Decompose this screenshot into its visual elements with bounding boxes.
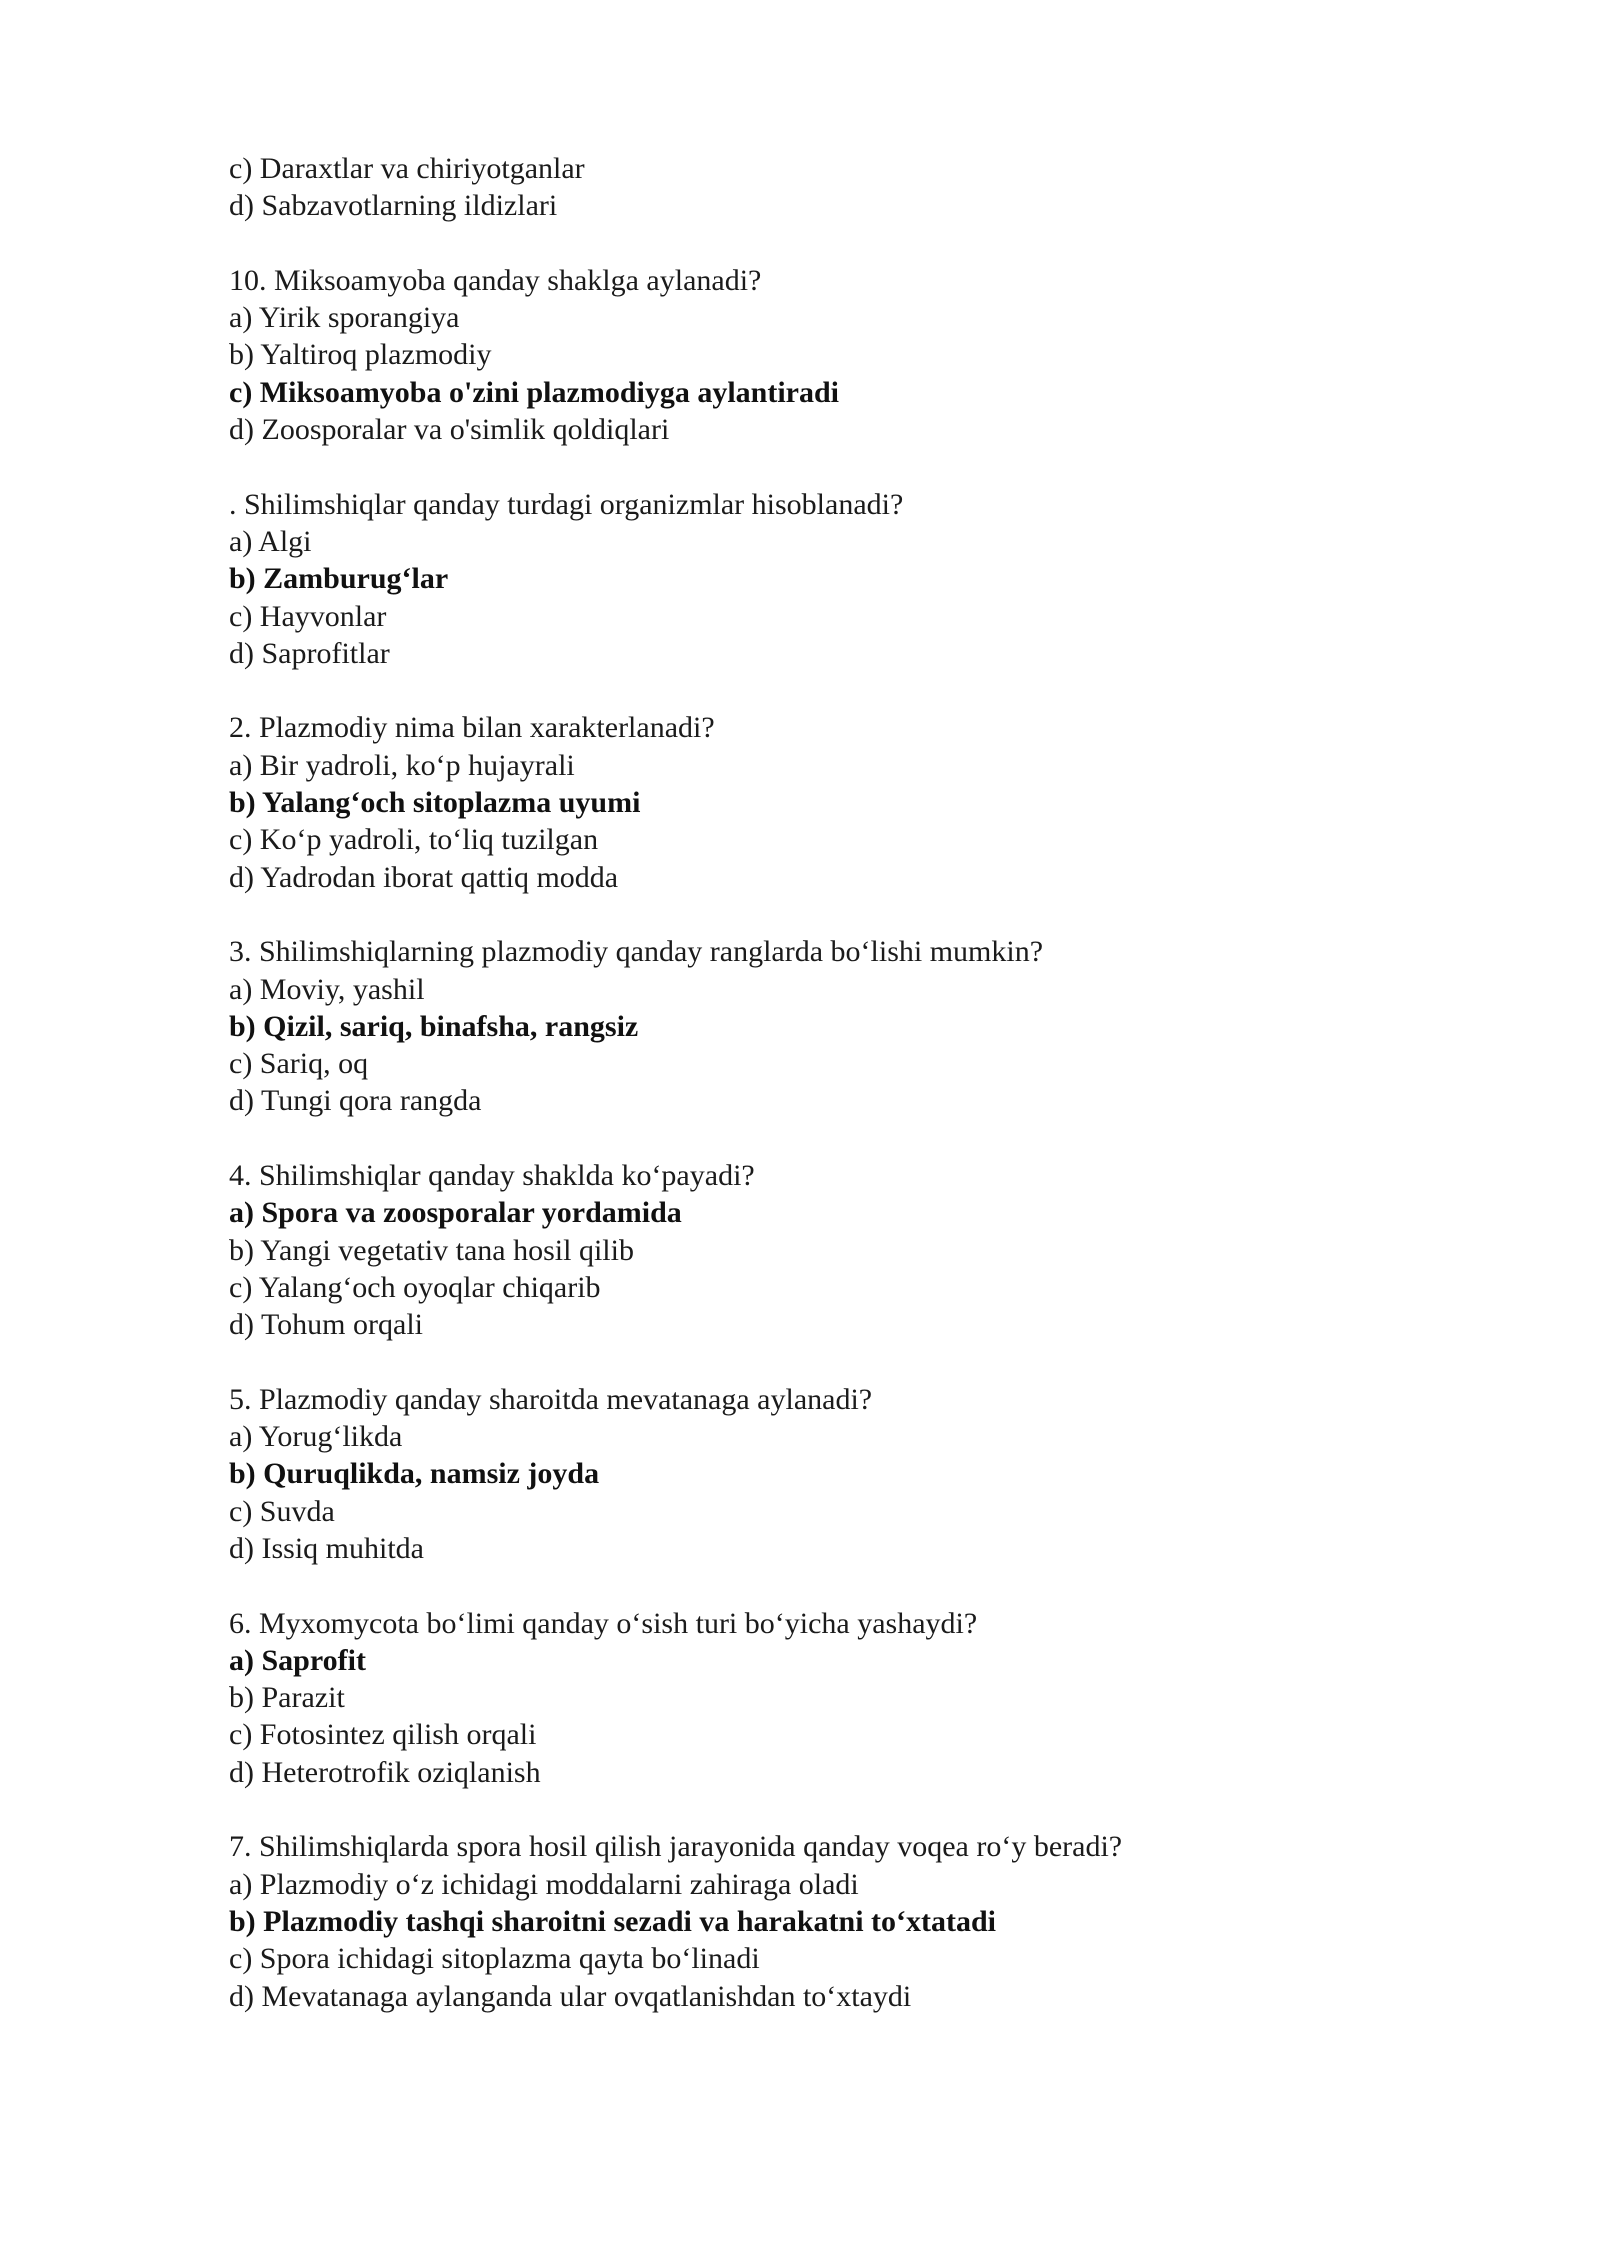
spacer <box>229 896 1429 933</box>
spacer <box>229 1567 1429 1604</box>
spacer <box>229 1344 1429 1381</box>
question-block <box>229 1828 1429 2014</box>
correct-answer-option: b) Zamburug‘lar <box>229 562 449 596</box>
question-text: 3. Shilimshiqlarning plazmodiy qanday ranglarda bo‘lishi mumkin? <box>229 935 1044 969</box>
answer-option: d) Tohum orqali <box>229 1308 423 1342</box>
question-block <box>229 486 1429 672</box>
answer-option: d) Mevatanaga aylanganda ular ovqatlanishdan to‘xtaydi <box>229 1979 912 2013</box>
answer-option: c) Spora ichidagi sitoplazma qayta bo‘linadi <box>229 1942 760 1976</box>
quiz-content <box>229 150 1429 2015</box>
answer-option: c) Daraxtlar va chiriyotganlar <box>229 152 585 185</box>
answer-option: c) Sariq, oq <box>229 1047 369 1081</box>
spacer <box>229 1791 1429 1828</box>
answer-option: a) Bir yadroli, ko‘p hujayrali <box>229 748 575 782</box>
spacer <box>229 448 1429 485</box>
spacer <box>229 225 1429 262</box>
spacer <box>229 672 1429 709</box>
correct-answer-option: b) Yalang‘och sitoplazma uyumi <box>229 786 641 820</box>
question-text: 4. Shilimshiqlar qanday shaklda ko‘payadi? <box>229 1159 755 1193</box>
answer-option: c) Yalang‘och oyoqlar chiqarib <box>229 1270 601 1304</box>
question-block-continuation <box>229 150 1429 225</box>
answer-option: d) Heterotrofik oziqlanish <box>229 1755 541 1789</box>
question-block <box>229 709 1429 895</box>
question-block <box>229 1605 1429 1791</box>
answer-option: a) Yirik sporangiya <box>229 301 460 335</box>
answer-option: b) Yaltiroq plazmodiy <box>229 338 492 372</box>
answer-option: d) Saprofitlar <box>229 636 390 670</box>
answer-option: a) Yorug‘likda <box>229 1420 403 1454</box>
correct-answer-option: a) Spora va zoosporalar yordamida <box>229 1196 682 1230</box>
answer-option: d) Sabzavotlarning ildizlari <box>229 189 558 223</box>
question-block <box>229 933 1429 1119</box>
question-block <box>229 1157 1429 1343</box>
answer-option: d) Zoosporalar va o'simlik qoldiqlari <box>229 413 670 447</box>
question-text: . Shilimshiqlar qanday turdagi organizmlar hisoblanadi? <box>229 487 904 521</box>
question-text: 10. Miksoamyoba qanday shaklga aylanadi? <box>229 263 762 297</box>
answer-option: b) Parazit <box>229 1681 345 1715</box>
answer-option: a) Plazmodiy o‘z ichidagi moddalarni zahiraga oladi <box>229 1867 859 1901</box>
question-text: 2. Plazmodiy nima bilan xarakterlanadi? <box>229 711 715 745</box>
answer-option: d) Issiq muhitda <box>229 1531 424 1565</box>
answer-option: c) Ko‘p yadroli, to‘liq tuzilgan <box>229 823 599 857</box>
question-text: 5. Plazmodiy qanday sharoitda mevatanaga aylanadi? <box>229 1382 873 1416</box>
answer-option: c) Fotosintez qilish orqali <box>229 1718 537 1752</box>
question-block <box>229 262 1429 448</box>
answer-option: a) Moviy, yashil <box>229 972 425 1006</box>
answer-option: c) Hayvonlar <box>229 599 387 633</box>
question-text: 7. Shilimshiqlarda spora hosil qilish jarayonida qanday voqea ro‘y beradi? <box>229 1830 1123 1864</box>
answer-option: a) Algi <box>229 524 312 558</box>
answer-option: b) Yangi vegetativ tana hosil qilib <box>229 1233 634 1267</box>
correct-answer-option: b) Quruqlikda, namsiz joyda <box>229 1457 600 1491</box>
question-block <box>229 1381 1429 1567</box>
answer-option: d) Yadrodan iborat qattiq modda <box>229 860 619 894</box>
answer-option: c) Suvda <box>229 1494 335 1528</box>
spacer <box>229 1120 1429 1157</box>
correct-answer-option: a) Saprofit <box>229 1643 366 1677</box>
question-text: 6. Myxomycota bo‘limi qanday o‘sish turi bo‘yicha yashaydi? <box>229 1606 978 1640</box>
correct-answer-option: b) Qizil, sariq, binafsha, rangsiz <box>229 1009 639 1043</box>
answer-option: d) Tungi qora rangda <box>229 1084 482 1118</box>
correct-answer-option: c) Miksoamyoba o'zini plazmodiyga aylantiradi <box>229 375 840 409</box>
correct-answer-option: b) Plazmodiy tashqi sharoitni sezadi va harakatni to‘xtatadi <box>229 1904 997 1938</box>
